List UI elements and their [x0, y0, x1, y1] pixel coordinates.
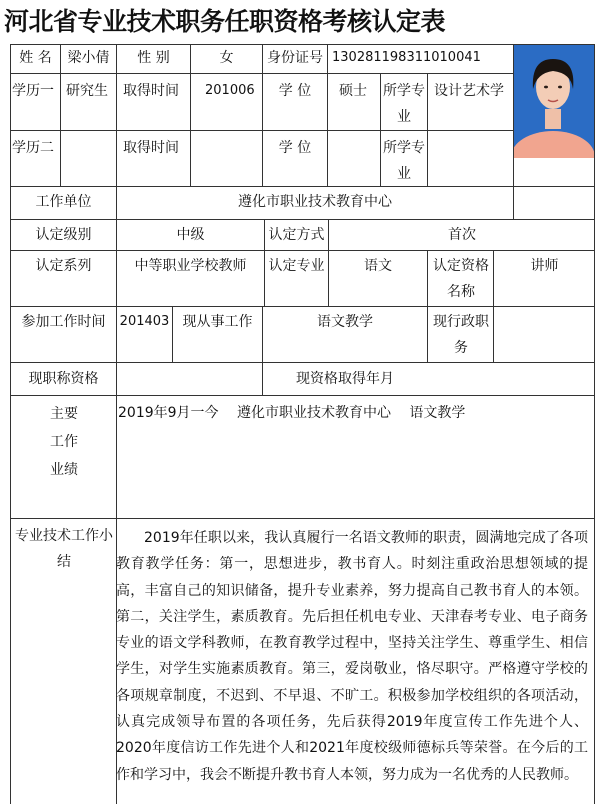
- label-edu2-time: 取得时间: [123, 140, 179, 156]
- label-achievements: 主要工作业绩: [50, 406, 78, 478]
- label-work-start: 参加工作时间: [21, 314, 106, 330]
- label-cert-major: 认定专业: [268, 258, 325, 274]
- value-cert-qual-name: 讲师: [530, 258, 559, 274]
- label-work-unit: 工作单位: [35, 194, 92, 210]
- label-name: 姓 名: [19, 50, 52, 66]
- value-work-unit: 遵化市职业技术教育中心: [238, 194, 392, 210]
- label-cert-qual-name: 认定资格名称: [433, 258, 489, 300]
- value-achievements: 2019年9月一今 遵化市职业技术教育中心 语文教学: [118, 405, 466, 421]
- value-id-number: 130281198311010041: [332, 50, 481, 65]
- label-gender: 性 别: [137, 50, 170, 66]
- label-edu1-major: 所学专业: [383, 83, 425, 125]
- value-current-work: 语文教学: [317, 314, 373, 330]
- label-cert-series: 认定系列: [35, 258, 92, 274]
- form-title: 河北省专业技术职务任职资格考核认定表: [4, 7, 446, 36]
- label-edu1: 学历一: [12, 83, 54, 99]
- label-current-work: 现从事工作: [182, 314, 253, 330]
- value-cert-series: 中等职业学校教师: [134, 258, 247, 274]
- value-cert-level: 中级: [176, 227, 205, 243]
- label-summary: 专业技术工作小结: [15, 528, 113, 570]
- value-work-start: 201403: [119, 314, 170, 329]
- label-edu2-major: 所学专业: [383, 140, 425, 182]
- label-edu2-degree: 学 位: [278, 140, 312, 156]
- value-name: 梁小倩: [67, 50, 110, 66]
- value-edu1: 研究生: [66, 83, 108, 99]
- value-edu1-degree: 硕士: [339, 83, 367, 99]
- label-current-title: 现职称资格: [28, 371, 99, 387]
- label-id-number: 身份证号: [267, 50, 323, 66]
- label-cert-method: 认定方式: [268, 227, 325, 243]
- label-edu1-degree: 学 位: [278, 83, 312, 99]
- label-admin-post: 现行政职务: [433, 314, 489, 356]
- value-edu1-time: 201006: [205, 83, 255, 98]
- summary-paragraph: 2019年任职以来，我认真履行一名语文教师的职责，圆满地完成了各项教育教学任务：第一，思想进步，教书育人。时刻注重政治思想领域的提高，丰富自己的知识储备，提升专业素养，努力提高自己教书育人的本领。第二，关注学生，素质教育。先后担任机电专业、天津春考专业、电子商务专业的语文学科教师，在教育教学过程中，坚持关注学生、尊重学生、相信学生，对学生实施素质教育。第三，爱岗敬业，恪尽职守。严格遵守学校的各项规章制度，不迟到、不早退、不旷工。积极参加学校组织的各项活动，认真完成领导布置的各项任务，先后获得2019年度宣传工作先进个人、2020年度信访工作先进个人和2021年度校级师德标兵等荣誉。在今后的工作和学习中，我会不断提升教书育人本领，努力成为一名优秀的人民教师。: [116, 530, 588, 783]
- label-cert-level: 认定级别: [35, 227, 92, 243]
- label-title-obtain-year: 现资格取得年月: [296, 371, 394, 387]
- value-gender: 女: [219, 50, 234, 66]
- label-edu2: 学历二: [12, 140, 54, 156]
- summary-text: [116, 525, 588, 788]
- label-edu1-time: 取得时间: [123, 83, 179, 99]
- id-photo: [513, 45, 594, 158]
- value-cert-method: 首次: [448, 227, 476, 243]
- value-edu1-major: 设计艺术学: [434, 83, 504, 99]
- value-cert-major: 语文: [364, 258, 392, 274]
